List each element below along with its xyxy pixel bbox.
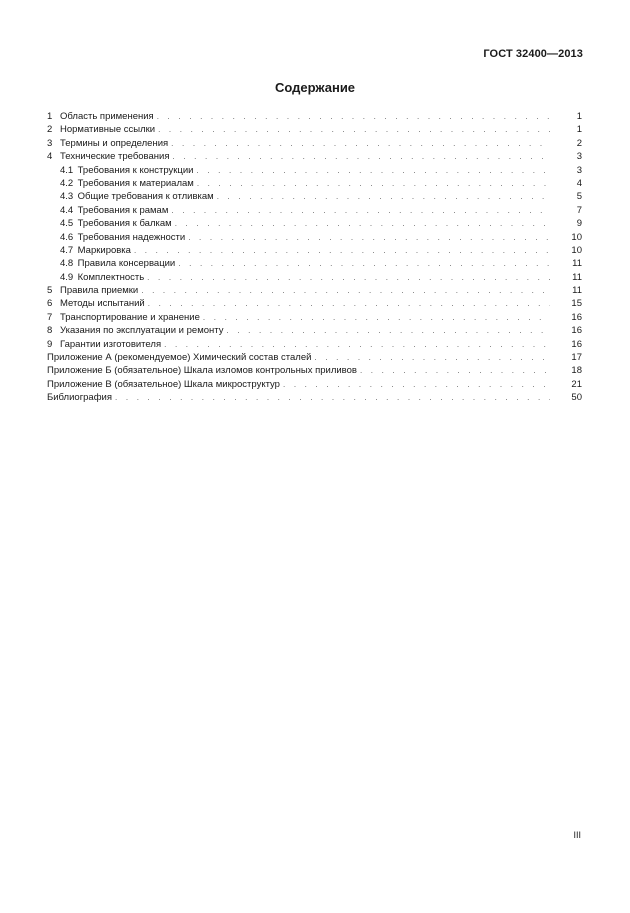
toc-entry-title: Правила приемки bbox=[60, 285, 139, 297]
toc-entry-annex-b[interactable] bbox=[47, 364, 582, 377]
toc-entry-number: 4.4 bbox=[60, 204, 74, 216]
toc-entry-annex-a[interactable] bbox=[47, 351, 582, 364]
toc-entry-title: Правила консервации bbox=[77, 258, 176, 270]
toc-entry-page: 2 bbox=[576, 137, 582, 149]
dot-leader bbox=[178, 257, 550, 270]
toc-entry-title: Приложение А (рекомендуемое) Химический состав сталей bbox=[47, 352, 312, 364]
toc-entry[interactable] bbox=[47, 217, 582, 230]
dot-leader bbox=[196, 164, 550, 177]
toc-entry[interactable] bbox=[47, 244, 582, 257]
toc-title: Содержание bbox=[274, 80, 356, 95]
toc-entry-page: 16 bbox=[571, 325, 582, 337]
toc-entry-page: 15 bbox=[571, 298, 582, 310]
toc-entry-page: 11 bbox=[572, 285, 582, 297]
toc-entry-number: 1 bbox=[47, 111, 53, 122]
toc-entry-title: Маркировка bbox=[77, 244, 131, 256]
toc-entry-title: Транспортирование и хранение bbox=[60, 311, 200, 323]
toc-entry-title: Область применения bbox=[60, 111, 154, 122]
toc-entry-title: Нормативные ссылки bbox=[60, 124, 156, 136]
toc-entry-number: 4.6 bbox=[60, 231, 74, 243]
page-number: III bbox=[573, 830, 581, 840]
toc-entry-page: 1 bbox=[576, 111, 582, 122]
toc-entry-title: Требования надежности bbox=[77, 231, 186, 243]
toc-entry-title: Приложение Б (обязательное) Шкала изломов контрольных приливов bbox=[47, 365, 357, 377]
toc-entry-number: 6 bbox=[47, 298, 53, 310]
toc-entry-annex-v[interactable] bbox=[47, 378, 582, 391]
toc-entry-page: 1 bbox=[576, 124, 582, 136]
toc-entry[interactable] bbox=[47, 231, 582, 244]
toc-entry-title: Приложение В (обязательное) Шкала микроструктур bbox=[47, 378, 280, 390]
dot-leader bbox=[360, 364, 550, 377]
toc-entry[interactable] bbox=[47, 324, 582, 337]
dot-leader bbox=[164, 338, 550, 351]
toc-entry-title: Требования к балкам bbox=[77, 218, 172, 230]
document-code: ГОСТ 32400—2013 bbox=[483, 48, 583, 60]
dot-leader bbox=[134, 244, 550, 257]
toc-entry-number: 9 bbox=[47, 338, 53, 350]
toc-entry-number: 5 bbox=[47, 285, 53, 297]
toc-entry-title: Указания по эксплуатации и ремонту bbox=[60, 325, 224, 337]
toc-entry[interactable] bbox=[47, 204, 582, 217]
toc-entry-number: 4 bbox=[47, 151, 53, 163]
dot-leader bbox=[115, 391, 550, 404]
toc-entry-number: 4.5 bbox=[60, 218, 74, 230]
toc-entry-number: 4.3 bbox=[60, 191, 74, 203]
dot-leader bbox=[175, 217, 550, 230]
toc-entry-number: 4.2 bbox=[60, 177, 74, 189]
dot-leader bbox=[172, 150, 550, 163]
toc-entry-title: Требования к материалам bbox=[77, 177, 194, 189]
toc-entry-page: 11 bbox=[572, 271, 582, 283]
toc-entry-title: Требования к конструкции bbox=[77, 164, 194, 176]
toc-entry-title: Технические требования bbox=[60, 151, 170, 163]
dot-leader bbox=[283, 378, 550, 391]
toc-entry-page: 10 bbox=[571, 244, 582, 256]
toc-entry[interactable] bbox=[47, 123, 582, 136]
toc-entry[interactable] bbox=[47, 164, 582, 177]
toc-entry[interactable] bbox=[47, 177, 582, 190]
toc-entry[interactable] bbox=[47, 150, 582, 163]
toc-entry-page: 21 bbox=[571, 378, 582, 390]
toc-entry-number: 4.8 bbox=[60, 258, 74, 270]
toc-entry-title: Термины и определения bbox=[60, 137, 169, 149]
dot-leader bbox=[203, 311, 550, 324]
toc-entry[interactable] bbox=[47, 271, 582, 284]
toc-entry-page: 10 bbox=[571, 231, 582, 243]
toc-entry-page: 5 bbox=[576, 191, 582, 203]
toc-entry-number: 2 bbox=[47, 124, 53, 136]
dot-leader bbox=[226, 324, 550, 337]
toc-entry-title: Общие требования к отливкам bbox=[77, 191, 214, 203]
toc-entry-number: 8 bbox=[47, 325, 53, 337]
dot-leader bbox=[197, 177, 550, 190]
dot-leader bbox=[147, 271, 550, 284]
toc-entry[interactable] bbox=[47, 297, 582, 310]
toc-entry-page: 9 bbox=[576, 218, 582, 230]
dot-leader bbox=[314, 351, 550, 364]
toc-entry[interactable] bbox=[47, 257, 582, 270]
toc-entry[interactable] bbox=[47, 311, 582, 324]
toc-entry-page: 17 bbox=[571, 352, 582, 364]
toc-entry-title: Требования к рамам bbox=[77, 204, 169, 216]
toc-entry-title: Библиография bbox=[47, 392, 112, 404]
toc-entry[interactable] bbox=[47, 190, 582, 203]
toc-entry-page: 16 bbox=[571, 338, 582, 350]
dot-leader bbox=[171, 137, 550, 150]
toc-entry-page: 3 bbox=[576, 164, 582, 176]
toc-entry-page: 16 bbox=[571, 311, 582, 323]
toc-entry-title: Комплектность bbox=[77, 271, 145, 283]
dot-leader bbox=[217, 190, 550, 203]
toc-entry-number: 7 bbox=[47, 311, 53, 323]
dot-leader bbox=[141, 284, 550, 297]
toc-entry-page: 11 bbox=[572, 258, 582, 270]
table-of-contents bbox=[47, 110, 582, 405]
toc-entry-number: 4.1 bbox=[60, 164, 74, 176]
toc-entry[interactable] bbox=[47, 110, 582, 123]
toc-entry-number: 4.9 bbox=[60, 271, 74, 283]
toc-entry-page: 50 bbox=[571, 392, 582, 404]
dot-leader bbox=[148, 297, 550, 310]
toc-entry-page: 4 bbox=[576, 177, 582, 189]
dot-leader bbox=[171, 204, 550, 217]
dot-leader bbox=[158, 123, 550, 136]
toc-entry-number: 3 bbox=[47, 137, 53, 149]
dot-leader bbox=[188, 231, 550, 244]
toc-entry-bibliography[interactable] bbox=[47, 391, 582, 404]
toc-entry[interactable] bbox=[47, 338, 582, 351]
toc-entry[interactable] bbox=[47, 137, 582, 150]
toc-entry-number: 4.7 bbox=[60, 244, 74, 256]
dot-leader bbox=[157, 110, 550, 123]
toc-entry-title: Гарантии изготовителя bbox=[60, 338, 162, 350]
toc-entry-page: 3 bbox=[576, 151, 582, 163]
toc-entry[interactable] bbox=[47, 284, 582, 297]
toc-entry-page: 7 bbox=[576, 204, 582, 216]
toc-entry-title: Методы испытаний bbox=[60, 298, 145, 310]
toc-entry-page: 18 bbox=[571, 365, 582, 377]
